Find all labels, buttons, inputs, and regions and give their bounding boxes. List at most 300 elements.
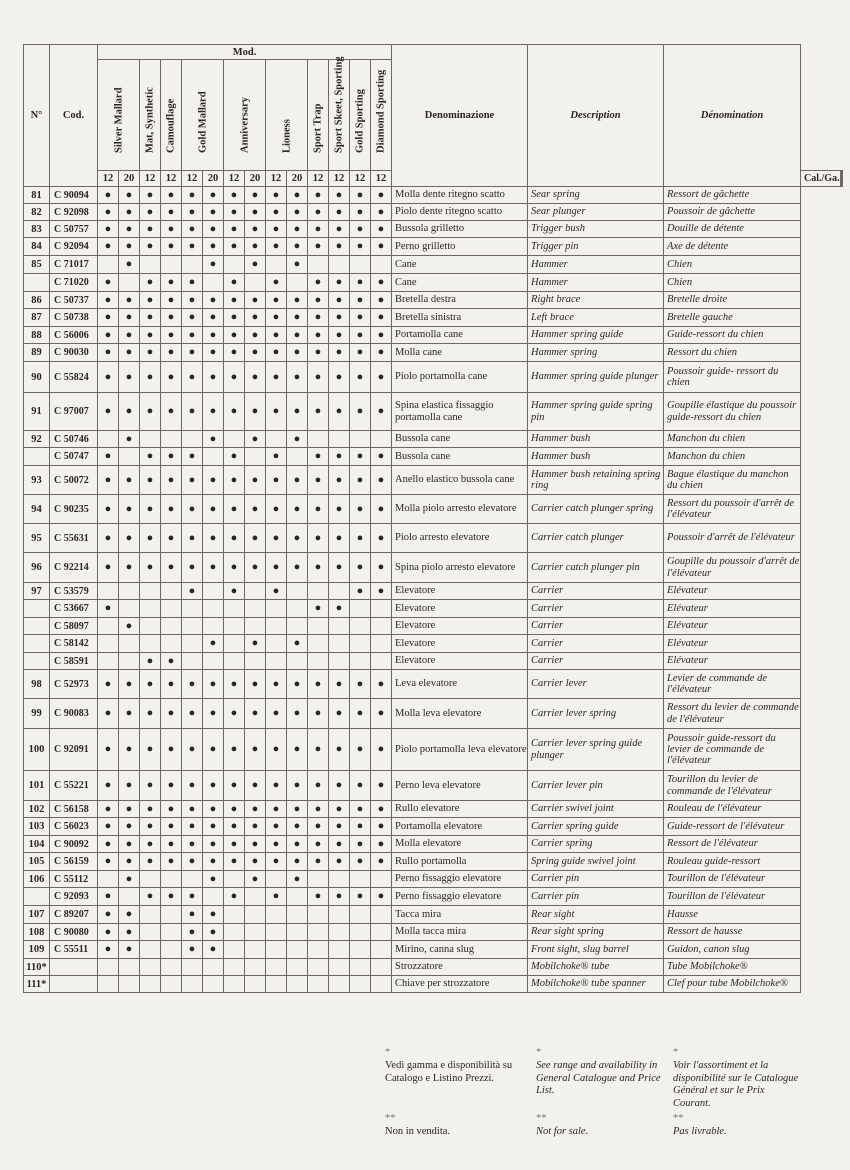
availability-dot: ● [119, 670, 140, 699]
denominazione-cell: Portamolla cane [392, 327, 528, 344]
denomination-cell: Chien [664, 274, 801, 292]
availability-dot [119, 448, 140, 466]
availability-dot: ● [287, 670, 308, 699]
table-row [24, 431, 843, 448]
availability-dot: ● [203, 466, 224, 495]
part-code: C 92214 [50, 553, 98, 583]
availability-dot: ● [308, 466, 329, 495]
part-code: C 56006 [50, 327, 98, 344]
availability-dot: ● [329, 771, 350, 801]
availability-dot: ● [224, 274, 245, 292]
availability-dot: ● [161, 836, 182, 853]
part-code: C 55631 [50, 524, 98, 553]
availability-dot: ● [182, 583, 203, 600]
availability-dot: ● [266, 836, 287, 853]
availability-dot: ● [329, 818, 350, 836]
part-code: C 55824 [50, 362, 98, 393]
denomination-cell: Hausse [664, 906, 801, 924]
availability-dot: ● [119, 495, 140, 524]
availability-dot [266, 600, 287, 618]
row-number: 97 [24, 583, 50, 600]
denominazione-cell: Piolo portamolla leva elevatore [392, 729, 528, 771]
availability-dot [308, 941, 329, 959]
availability-dot: ● [182, 448, 203, 466]
availability-dot: ● [182, 344, 203, 362]
availability-dot: ● [203, 836, 224, 853]
part-code: C 92098 [50, 204, 98, 221]
availability-dot: ● [224, 238, 245, 256]
availability-dot: ● [140, 801, 161, 818]
availability-dot: ● [203, 393, 224, 431]
description-cell: Carrier [528, 583, 664, 600]
row-number: 103 [24, 818, 50, 836]
availability-dot [287, 959, 308, 976]
availability-dot [224, 871, 245, 888]
availability-dot: ● [161, 238, 182, 256]
description-cell: Carrier lever pin [528, 771, 664, 801]
denominazione-cell: Portamolla elevatore [392, 818, 528, 836]
caliber-cell: 12 [98, 171, 119, 187]
denominazione-cell: Molla cane [392, 344, 528, 362]
part-code: C 58142 [50, 635, 98, 653]
availability-dot: ● [245, 729, 266, 771]
availability-dot: ● [119, 256, 140, 274]
availability-dot: ● [203, 853, 224, 871]
availability-dot: ● [308, 771, 329, 801]
availability-dot: ● [371, 393, 392, 431]
availability-dot [287, 583, 308, 600]
availability-dot [224, 653, 245, 670]
availability-dot: ● [140, 309, 161, 327]
table-row [24, 495, 843, 524]
availability-dot: ● [350, 221, 371, 238]
model-label: Gold Mallard [182, 60, 224, 171]
description-cell: Sear plunger [528, 204, 664, 221]
denomination-cell: Bague élastique du manchon du chien [664, 466, 801, 495]
availability-dot [266, 635, 287, 653]
availability-dot: ● [98, 801, 119, 818]
availability-dot: ● [329, 600, 350, 618]
denomination-cell: Elévateur [664, 583, 801, 600]
availability-dot: ● [98, 729, 119, 771]
availability-dot: ● [161, 221, 182, 238]
footnote-en-2: Not for sale. [536, 1126, 589, 1137]
availability-dot: ● [98, 906, 119, 924]
table-row [24, 959, 843, 976]
availability-dot: ● [161, 187, 182, 204]
part-code: C 92094 [50, 238, 98, 256]
part-code: C 92091 [50, 729, 98, 771]
availability-dot: ● [308, 327, 329, 344]
availability-dot: ● [266, 670, 287, 699]
availability-dot: ● [266, 888, 287, 906]
availability-dot [161, 924, 182, 941]
availability-dot [245, 600, 266, 618]
availability-dot: ● [182, 238, 203, 256]
denomination-cell: Douille de détente [664, 221, 801, 238]
availability-dot [119, 600, 140, 618]
denominazione-cell: Spina elastica fissaggio portamolla cane [392, 393, 528, 431]
availability-dot: ● [287, 818, 308, 836]
availability-dot: ● [371, 583, 392, 600]
availability-dot: ● [308, 292, 329, 309]
availability-dot [287, 906, 308, 924]
availability-dot: ● [119, 204, 140, 221]
availability-dot [329, 959, 350, 976]
availability-dot [350, 618, 371, 635]
availability-dot: ● [371, 524, 392, 553]
availability-dot: ● [371, 466, 392, 495]
availability-dot: ● [119, 818, 140, 836]
availability-dot: ● [308, 309, 329, 327]
row-number: 96 [24, 553, 50, 583]
availability-dot: ● [203, 187, 224, 204]
availability-dot [98, 959, 119, 976]
availability-dot: ● [266, 221, 287, 238]
denominazione-cell: Piolo portamolla cane [392, 362, 528, 393]
part-code: C 52973 [50, 670, 98, 699]
row-number: 101 [24, 771, 50, 801]
description-cell: Carrier spring guide [528, 818, 664, 836]
availability-dot [350, 941, 371, 959]
denomination-cell: Ressort du poussoir d'arrêt de l'élévateur [664, 495, 801, 524]
table-row [24, 853, 843, 871]
availability-dot: ● [98, 344, 119, 362]
availability-dot: ● [245, 495, 266, 524]
denominazione-cell: Anello elastico bussola cane [392, 466, 528, 495]
denominazione-cell: Perno fissaggio elevatore [392, 871, 528, 888]
availability-dot [140, 871, 161, 888]
availability-dot: ● [224, 853, 245, 871]
footnote-star-1: * [385, 1047, 391, 1058]
availability-dot [266, 256, 287, 274]
table-row [24, 924, 843, 941]
availability-dot: ● [224, 524, 245, 553]
table-row [24, 393, 843, 431]
caliber-cell: 12 [224, 171, 245, 187]
availability-dot: ● [182, 699, 203, 729]
availability-dot: ● [224, 362, 245, 393]
availability-dot: ● [266, 524, 287, 553]
description-cell: Carrier [528, 635, 664, 653]
availability-dot: ● [350, 495, 371, 524]
availability-dot [350, 906, 371, 924]
part-code: C 50737 [50, 292, 98, 309]
caliber-cell: 20 [119, 171, 140, 187]
availability-dot: ● [140, 836, 161, 853]
availability-dot: ● [98, 853, 119, 871]
availability-dot: ● [329, 836, 350, 853]
availability-dot [182, 635, 203, 653]
availability-dot: ● [161, 888, 182, 906]
availability-dot: ● [203, 906, 224, 924]
availability-dot [266, 431, 287, 448]
availability-dot: ● [350, 801, 371, 818]
availability-dot: ● [140, 818, 161, 836]
denominazione-cell: Perno grilletto [392, 238, 528, 256]
availability-dot: ● [371, 801, 392, 818]
availability-dot [308, 618, 329, 635]
row-number: 98 [24, 670, 50, 699]
availability-dot: ● [245, 553, 266, 583]
model-label: Sport Trap [308, 60, 329, 171]
part-code [50, 976, 98, 993]
table-row [24, 204, 843, 221]
availability-dot: ● [203, 771, 224, 801]
availability-dot: ● [350, 204, 371, 221]
availability-dot: ● [329, 362, 350, 393]
availability-dot: ● [182, 836, 203, 853]
row-number: 109 [24, 941, 50, 959]
availability-dot: ● [140, 187, 161, 204]
row-number: 106 [24, 871, 50, 888]
availability-dot: ● [203, 204, 224, 221]
availability-dot [161, 906, 182, 924]
description-cell: Sear spring [528, 187, 664, 204]
availability-dot [245, 941, 266, 959]
availability-dot: ● [203, 292, 224, 309]
availability-dot [98, 583, 119, 600]
table-row [24, 653, 843, 670]
row-number: 110* [24, 959, 50, 976]
description-cell: Hammer spring guide [528, 327, 664, 344]
availability-dot: ● [140, 853, 161, 871]
availability-dot [350, 256, 371, 274]
availability-dot [182, 871, 203, 888]
availability-dot [119, 583, 140, 600]
availability-dot [182, 431, 203, 448]
availability-dot [224, 635, 245, 653]
availability-dot: ● [329, 495, 350, 524]
availability-dot: ● [266, 495, 287, 524]
availability-dot: ● [245, 836, 266, 853]
availability-dot: ● [182, 553, 203, 583]
availability-dot: ● [224, 553, 245, 583]
description-cell: Hammer bush [528, 448, 664, 466]
description-cell: Left brace [528, 309, 664, 327]
availability-dot [308, 924, 329, 941]
description-cell: Carrier catch plunger [528, 524, 664, 553]
part-code: C 55221 [50, 771, 98, 801]
denominazione-cell: Bretella destra [392, 292, 528, 309]
availability-dot: ● [98, 670, 119, 699]
denominazione-cell: Chiave per strozzatore [392, 976, 528, 993]
availability-dot: ● [140, 771, 161, 801]
availability-dot [203, 653, 224, 670]
availability-dot: ● [371, 771, 392, 801]
availability-dot: ● [203, 431, 224, 448]
availability-dot: ● [371, 495, 392, 524]
denominazione-cell: Bretella sinistra [392, 309, 528, 327]
description-cell: Carrier swivel joint [528, 801, 664, 818]
availability-dot [224, 600, 245, 618]
availability-dot [266, 959, 287, 976]
availability-dot: ● [287, 853, 308, 871]
availability-dot: ● [119, 699, 140, 729]
table-row [24, 941, 843, 959]
availability-dot [371, 653, 392, 670]
availability-dot: ● [203, 309, 224, 327]
availability-dot [266, 871, 287, 888]
availability-dot: ● [224, 344, 245, 362]
availability-dot: ● [182, 292, 203, 309]
availability-dot [161, 959, 182, 976]
availability-dot: ● [287, 771, 308, 801]
part-code: C 56158 [50, 801, 98, 818]
description-cell: Carrier lever spring guide plunger [528, 729, 664, 771]
availability-dot: ● [371, 327, 392, 344]
table-row [24, 583, 843, 600]
cal-empty-fr [841, 171, 842, 187]
availability-dot: ● [224, 309, 245, 327]
availability-dot: ● [371, 238, 392, 256]
availability-dot: ● [266, 448, 287, 466]
availability-dot: ● [119, 771, 140, 801]
availability-dot: ● [266, 274, 287, 292]
denominazione-cell: Elevatore [392, 600, 528, 618]
availability-dot: ● [203, 801, 224, 818]
availability-dot: ● [329, 327, 350, 344]
availability-dot: ● [371, 699, 392, 729]
availability-dot [203, 976, 224, 993]
denominazione-cell: Bussola cane [392, 448, 528, 466]
availability-dot: ● [161, 362, 182, 393]
availability-dot [245, 618, 266, 635]
availability-dot: ● [224, 818, 245, 836]
availability-dot [224, 618, 245, 635]
part-code: C 97007 [50, 393, 98, 431]
availability-dot [224, 906, 245, 924]
denominazione-cell: Piolo arresto elevatore [392, 524, 528, 553]
availability-dot: ● [182, 941, 203, 959]
denominazione-cell: Tacca mira [392, 906, 528, 924]
availability-dot: ● [224, 888, 245, 906]
availability-dot: ● [140, 524, 161, 553]
availability-dot: ● [287, 362, 308, 393]
availability-dot: ● [203, 635, 224, 653]
availability-dot: ● [371, 553, 392, 583]
description-cell: Hammer spring guide spring pin [528, 393, 664, 431]
availability-dot: ● [182, 670, 203, 699]
availability-dot: ● [224, 729, 245, 771]
availability-dot: ● [161, 771, 182, 801]
availability-dot: ● [371, 344, 392, 362]
availability-dot: ● [203, 553, 224, 583]
availability-dot: ● [266, 362, 287, 393]
availability-dot: ● [245, 871, 266, 888]
availability-dot: ● [329, 187, 350, 204]
availability-dot [329, 635, 350, 653]
footnote-star-1: * [536, 1047, 542, 1058]
table-row [24, 818, 843, 836]
availability-dot: ● [203, 524, 224, 553]
availability-dot: ● [287, 393, 308, 431]
availability-dot: ● [140, 699, 161, 729]
availability-dot: ● [350, 699, 371, 729]
availability-dot: ● [329, 699, 350, 729]
availability-dot: ● [224, 448, 245, 466]
availability-dot: ● [329, 670, 350, 699]
availability-dot [245, 448, 266, 466]
availability-dot: ● [287, 431, 308, 448]
availability-dot [119, 888, 140, 906]
availability-dot: ● [287, 344, 308, 362]
part-code: C 50746 [50, 431, 98, 448]
availability-dot [140, 924, 161, 941]
availability-dot: ● [329, 274, 350, 292]
availability-dot: ● [119, 853, 140, 871]
availability-dot: ● [245, 238, 266, 256]
part-code: C 90092 [50, 836, 98, 853]
denominazione-cell: Strozzatore [392, 959, 528, 976]
denomination-cell: Ressort du chien [664, 344, 801, 362]
availability-dot [245, 888, 266, 906]
denominazione-cell: Elevatore [392, 653, 528, 670]
denominazione-cell: Spina piolo arresto elevatore [392, 553, 528, 583]
table-row [24, 871, 843, 888]
mod-header: Mod. [98, 45, 392, 60]
availability-dot: ● [203, 344, 224, 362]
availability-dot: ● [308, 524, 329, 553]
availability-dot: ● [98, 221, 119, 238]
availability-dot: ● [266, 309, 287, 327]
availability-dot: ● [140, 362, 161, 393]
availability-dot [287, 653, 308, 670]
denominazione-cell: Cane [392, 274, 528, 292]
availability-dot: ● [329, 448, 350, 466]
description-cell: Carrier catch plunger spring [528, 495, 664, 524]
availability-dot: ● [161, 553, 182, 583]
availability-dot [287, 448, 308, 466]
model-label: Mat, Synthetic [140, 60, 161, 171]
availability-dot: ● [287, 204, 308, 221]
denominazione-cell: Cane [392, 256, 528, 274]
availability-dot [287, 600, 308, 618]
part-code: C 90083 [50, 699, 98, 729]
availability-dot: ● [245, 204, 266, 221]
availability-dot: ● [371, 221, 392, 238]
availability-dot: ● [329, 238, 350, 256]
table-row [24, 670, 843, 699]
availability-dot [350, 871, 371, 888]
availability-dot [371, 618, 392, 635]
availability-dot [308, 653, 329, 670]
availability-dot: ● [287, 635, 308, 653]
availability-dot: ● [308, 238, 329, 256]
availability-dot [140, 600, 161, 618]
description-cell: Carrier spring [528, 836, 664, 853]
availability-dot: ● [329, 729, 350, 771]
availability-dot: ● [245, 187, 266, 204]
availability-dot: ● [140, 495, 161, 524]
availability-dot: ● [98, 204, 119, 221]
availability-dot [98, 618, 119, 635]
availability-dot: ● [203, 362, 224, 393]
availability-dot: ● [203, 238, 224, 256]
row-number: 82 [24, 204, 50, 221]
description-cell: Hammer bush retaining spring ring [528, 466, 664, 495]
availability-dot: ● [350, 448, 371, 466]
availability-dot [287, 888, 308, 906]
availability-dot: ● [182, 204, 203, 221]
availability-dot: ● [203, 924, 224, 941]
denominazione-cell: Piolo dente ritegno scatto [392, 204, 528, 221]
availability-dot [329, 941, 350, 959]
table-row [24, 553, 843, 583]
availability-dot: ● [203, 670, 224, 699]
part-code: C 90235 [50, 495, 98, 524]
denomination-cell: Manchon du chien [664, 448, 801, 466]
